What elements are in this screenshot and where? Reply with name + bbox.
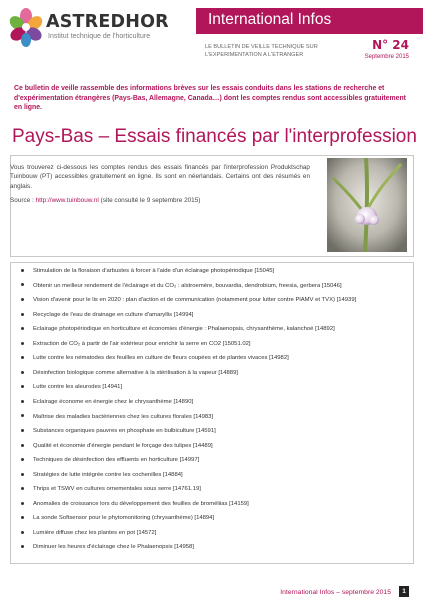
list-item-text: Qualité et économie d'énergie pendant le forçage des tulipes [14489]	[33, 442, 213, 449]
page-number: 1	[399, 586, 409, 597]
list-item	[21, 486, 201, 492]
list-item-text: Eclairage photopériodique en horticulture et économies d'énergie : Phalaenopsis, chrysanthème, kalanchoë [14892]	[33, 326, 335, 333]
intro-box-text	[10, 163, 310, 211]
list-item	[21, 414, 213, 420]
bullet-icon	[21, 458, 24, 461]
bullet-icon	[21, 516, 24, 519]
list-item	[21, 457, 199, 463]
source-link[interactable]: http://www.tuinbouw.nl	[35, 197, 99, 205]
list-item	[21, 428, 216, 434]
bullet-icon	[21, 269, 24, 272]
bulletin-description: LE BULLETIN DE VEILLE TECHNIQUE SUR L'EXPERIMENTATION A L'ETRANGER	[205, 44, 318, 58]
list-item	[21, 515, 214, 521]
list-item	[21, 530, 156, 536]
bullet-icon	[21, 400, 24, 403]
bullet-icon	[21, 327, 24, 330]
bullet-icon	[21, 531, 24, 534]
bullet-icon	[21, 473, 24, 476]
footer-text: International Infos – septembre 2015	[280, 589, 391, 596]
bullet-icon	[21, 342, 24, 345]
bullet-icon	[21, 444, 24, 447]
list-item-text: Lutte contre les nématodes des feuilles en culture de fleurs coupées et de plantes vivaces [14982]	[33, 355, 289, 362]
list-item-text: Anomalies de croissance lors du développement des feuilles de broméliias [14159]	[33, 500, 249, 507]
source-label: Source :	[10, 197, 36, 205]
list-item-text: Obtenir un meilleur rendement de l'éclairage et du CO₂ : alstroemère, bouvardia, dendrobium, freesia, gerbera [15046]	[33, 282, 342, 289]
list-item	[21, 283, 342, 289]
bullet-icon	[21, 487, 24, 490]
source-note: (site consulté le 9 septembre 2015)	[98, 197, 201, 205]
bullet-icon	[21, 371, 24, 374]
list-item	[21, 544, 194, 550]
list-item	[21, 341, 251, 347]
list-item-text: La sonde Softsensor pour le phytomonitoring (chrysanthème) [14894]	[33, 515, 215, 522]
list-item	[21, 312, 193, 318]
list-item	[21, 399, 193, 405]
list-item-text: Désinfection biologique comme alternative à la stérilisation à la vapeur [14889]	[33, 369, 238, 376]
issue-date: Septembre 2015	[364, 54, 409, 60]
bullet-icon	[21, 283, 24, 286]
list-item-text: Thrips et TSWV en cultures ornementales sous serre [14761.19]	[33, 486, 201, 493]
brand-subtitle: Institut technique de l'horticulture	[48, 33, 151, 40]
list-item-text: Recyclage de l'eau de drainage en culture d'amaryllis [14994]	[33, 311, 194, 318]
bullet-icon	[21, 429, 24, 432]
list-item	[21, 355, 289, 361]
list-item-text: Substances organiques pauvres en phosphate en bulbiculture [14591]	[33, 428, 216, 435]
bullet-icon	[21, 356, 24, 359]
report-list	[10, 262, 414, 564]
list-item-text: Stratégies de lutte intégrée contre les cochenilles [14884]	[33, 471, 183, 478]
flower-logo-icon	[8, 8, 44, 48]
plant-photo	[327, 158, 407, 252]
bullet-icon	[21, 414, 24, 417]
banner-title: International Infos	[208, 11, 332, 28]
list-item-text: Eclairage économe en énergie chez le chrysanthème [14890]	[33, 398, 194, 405]
bullet-icon	[21, 385, 24, 388]
bullet-icon	[21, 313, 24, 316]
issue-number: N° 24	[372, 38, 409, 52]
intro-paragraph: Vous trouverez ci-dessous les comptes rendus des essais financés par l'interprofession Produktschap Tuinbouw (PT) accessibles gratuitement en ligne. Ils sont en néerlandais. Certains ont des résumés en anglais.	[10, 164, 310, 190]
list-item	[21, 501, 249, 507]
header-banner	[196, 8, 423, 34]
bullet-icon	[21, 298, 24, 301]
list-item	[21, 297, 356, 303]
list-item-text: Vision d'avenir pour le lis en 2020 : plan d'action et de communication (notamment pour lutter contre PlAMV et TVX) [14939]	[33, 297, 357, 304]
list-item	[21, 326, 335, 332]
source-line	[10, 196, 310, 205]
list-item-text: Stimulation de la floraison d'arbustes à forcer à l'aide d'un éclairage photopériodique [15045]	[33, 268, 275, 274]
list-item-text: Techniques de désinfection des effluents en horticulture [14997]	[33, 457, 200, 464]
list-item-text: Maîtrise des maladies bactériennes chez les cultures florales [14983]	[33, 413, 214, 420]
list-item	[21, 384, 122, 390]
section-title: Pays-Bas – Essais financés par l'interprofession	[12, 126, 417, 147]
list-item	[21, 268, 274, 274]
list-item-text: Extraction de CO₂ à partir de l'air extérieur pour enrichir la serre en CO2 [15051.02]	[33, 340, 251, 347]
bullet-icon	[21, 545, 24, 548]
list-item	[21, 472, 183, 478]
list-item-text: Lutte contre les aleurodes [14941]	[33, 384, 123, 391]
list-item	[21, 443, 213, 449]
list-item	[21, 370, 238, 376]
brand-name: ASTREDHOR	[46, 12, 169, 32]
bullet-icon	[21, 502, 24, 505]
list-item-text: Diminuer les heures d'éclairage chez le Phalaenopsis [14958]	[33, 544, 194, 551]
astredhor-logo	[8, 8, 208, 52]
intro-text: Ce bulletin de veille rassemble des informations brèves sur les essais conduits dans les stations de recherche et d'expérimentation étrangères (Pays-Bas, Allemagne, Canada…) dont les comptes rendus sont accessibles gratuitement en ligne.	[14, 85, 406, 112]
list-item-text: Lumière diffuse chez les plantes en pot [14572]	[33, 529, 157, 536]
